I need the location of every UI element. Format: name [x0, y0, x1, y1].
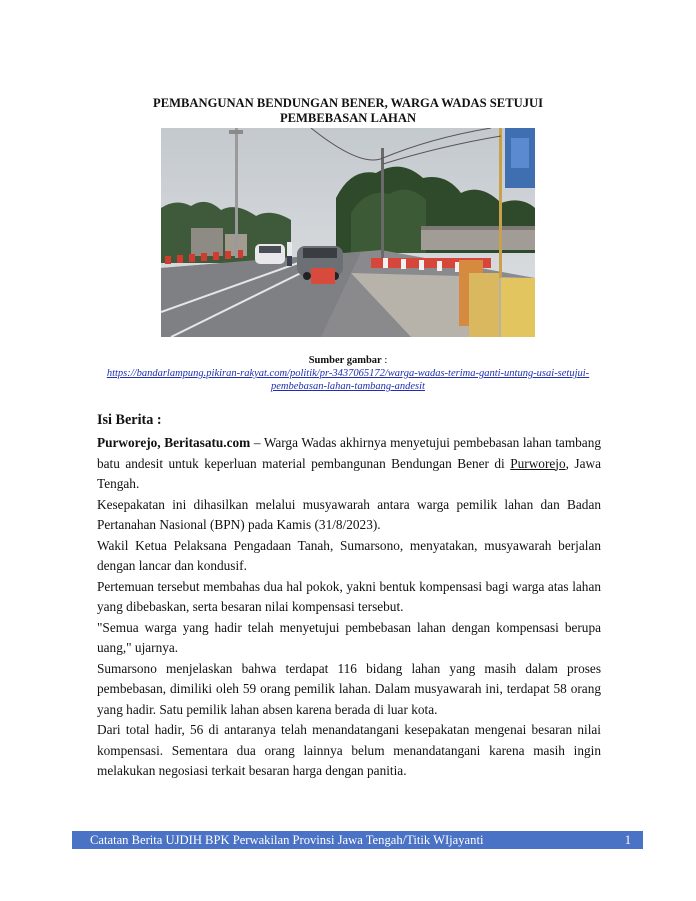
- paragraph: "Semua warga yang hadir telah menyetujui pembebasan lahan dengan kompensasi berupa uang," ujarnya.: [97, 619, 601, 655]
- article-body: [97, 433, 601, 782]
- section-title: Isi Berita :: [97, 412, 162, 428]
- page-number: 1: [624, 833, 631, 847]
- image-source-caption: [90, 354, 606, 393]
- image-source-link[interactable]: https://bandarlampung.pikiran-rakyat.com/politik/pr-3437065172/warga-wadas-terima-ganti-untung-usai-setujui-pembebasan-lahan-tambang-andesit: [106, 368, 590, 392]
- footer-text: Catatan Berita UJDIH BPK Perwakilan Provinsi Jawa Tengah/Titik WIjayanti: [90, 833, 484, 847]
- lead-text-1: – Warga Wadas akhirnya menyetujui pembebasan lahan tambang batu andesit untuk keperluan material pembangunan Bendungan Bener di: [97, 435, 602, 471]
- image-source-separator: :: [381, 355, 388, 366]
- paragraph-lead: [97, 433, 601, 495]
- dateline: Purworejo, Beritasatu.com: [97, 435, 251, 450]
- paragraph: Pertemuan tersebut membahas dua hal pokok, yakni bentuk kompensasi bagi warga atas lahan yang dibebaskan, serta besaran nilai kompensasi tersebut.: [97, 578, 601, 614]
- paragraph: Dari total hadir, 56 di antaranya telah menandatangani kesepakatan mengenai besaran nilai kompensasi. Sementara dua orang lainnya belum menandatangani karena masih ingin melakukan negosiasi terkait besaran harga dengan panitia.: [97, 722, 601, 778]
- place-link: Purworejo: [510, 455, 566, 471]
- news-photo: [161, 128, 535, 337]
- page-footer: [72, 831, 643, 849]
- document-title: PEMBANGUNAN BENDUNGAN BENER, WARGA WADAS SETUJUI PEMBEBASAN LAHAN: [153, 96, 543, 125]
- paragraph: Kesepakatan ini dihasilkan melalui musyawarah antara warga pemilik lahan dan Badan Pertanahan Nasional (BPN) pada Kamis (31/8/2023).: [97, 496, 601, 532]
- paragraph: Wakil Ketua Pelaksana Pengadaan Tanah, Sumarsono, menyatakan, musyawarah berjalan dengan lancar dan kondusif.: [97, 537, 601, 573]
- paragraph: Sumarsono menjelaskan bahwa terdapat 116 bidang lahan yang masih dalam proses pembebasan, dimiliki oleh 59 orang pemilik lahan. Dalam musyawarah ini, terdapat 58 orang yang hadir. Satu pemilik lahan absen karena berada di luar kota.: [97, 660, 601, 717]
- lead-text-2: , Jawa Tengah.: [97, 455, 601, 491]
- image-source-label: Sumber gambar: [308, 355, 382, 366]
